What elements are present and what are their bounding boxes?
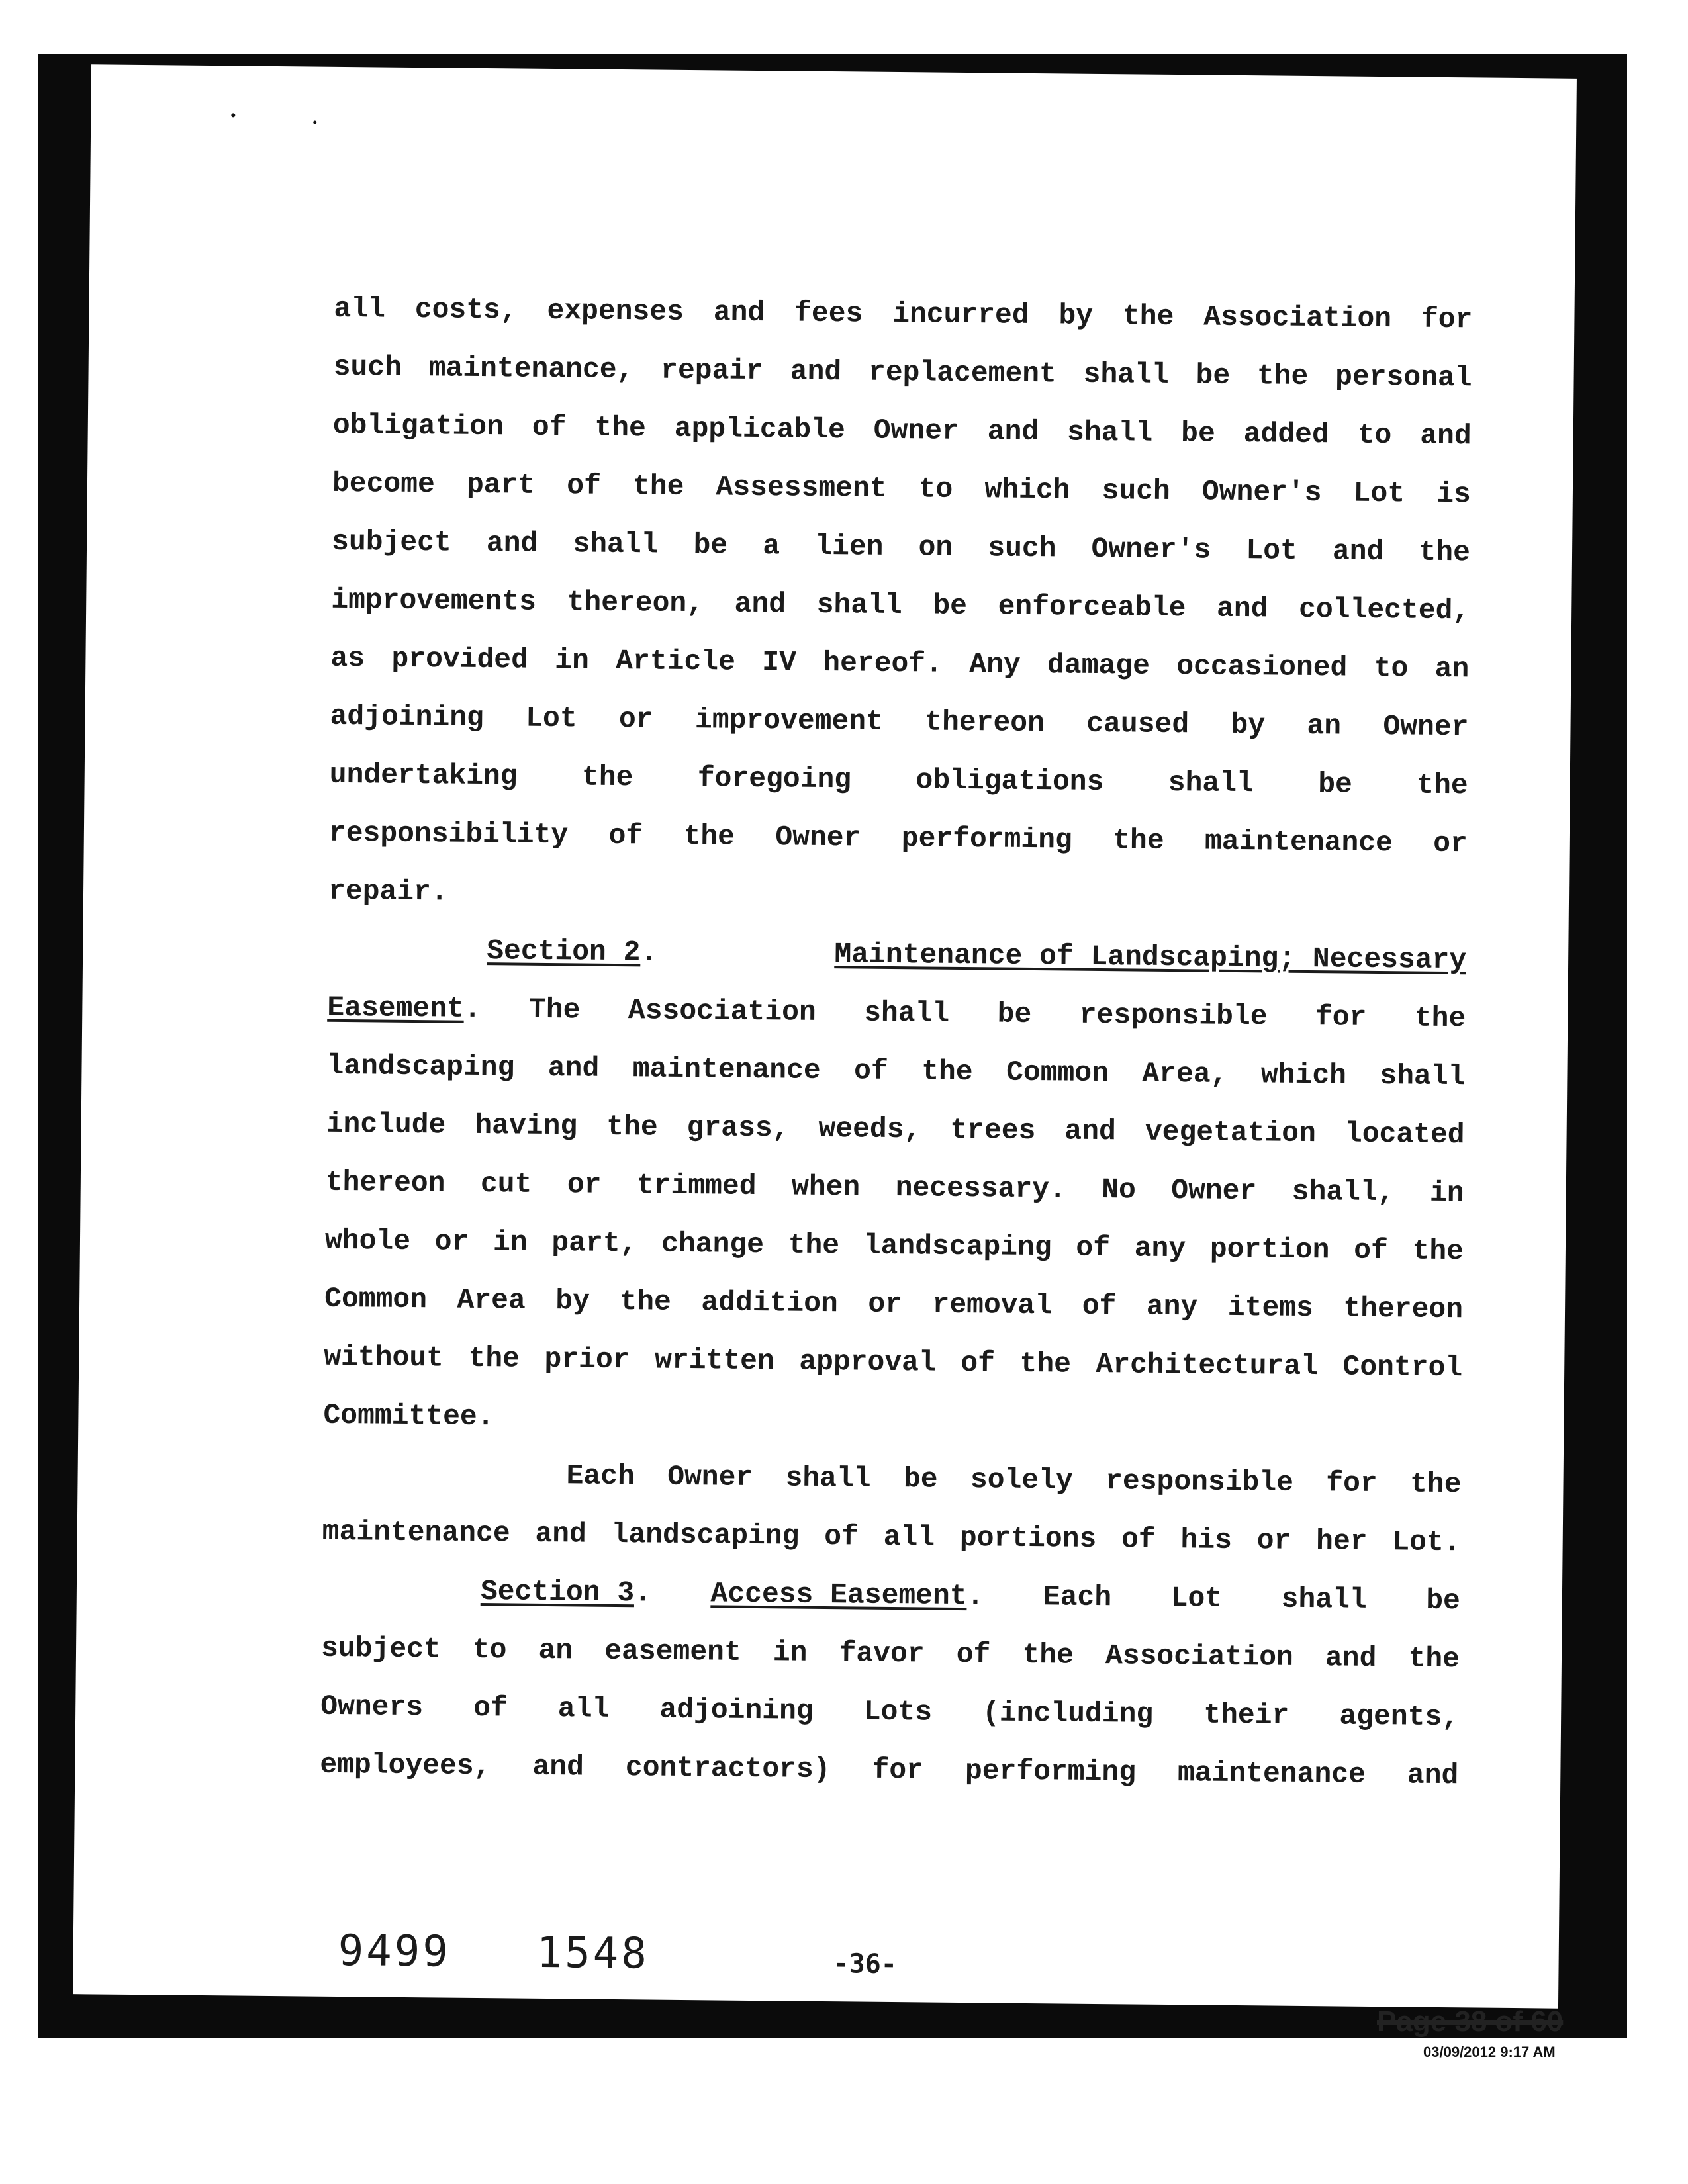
section-2-title: Maintenance of Landscaping; Necessary: [834, 938, 1467, 977]
text-line: responsibility of the Owner performing the maintenance or: [328, 816, 1468, 860]
timestamp-stamp: 03/09/2012 9:17 AM: [1423, 2044, 1556, 2060]
text-line: maintenance and landscaping of all portions of his or her Lot.: [322, 1515, 1461, 1559]
text-line: include having the grass, weeds, trees and vegetation located: [326, 1107, 1465, 1152]
text-line: subject to an easement in favor of the Association and the: [320, 1631, 1460, 1676]
text-line: Easement. The Association shall be responsible for the: [327, 991, 1466, 1035]
page-of-stamp: Page 38 of 60: [1377, 2005, 1564, 2038]
section-heading-line: Section 3. Access Easement. Each Lot shall be: [480, 1575, 1461, 1617]
section-2-label: Section 2: [486, 934, 641, 969]
scan-speck: [231, 113, 235, 117]
section-2-title-continued: Easement: [327, 991, 465, 1025]
text-line: such maintenance, repair and replacement shall be the personal: [333, 350, 1472, 394]
section-3-label: Section 3: [480, 1575, 635, 1610]
scan-speck: [313, 121, 316, 124]
text-line: without the prior written approval of the Architectural Control: [324, 1340, 1463, 1385]
text-line: undertaking the foregoing obligations shall be the: [329, 758, 1468, 802]
text-line: repair.: [328, 874, 448, 909]
text-line: Common Area by the addition or removal of any items thereon: [324, 1282, 1464, 1326]
text-line: whole or in part, change the landscaping of any portion of the: [324, 1224, 1464, 1268]
text-line: Owners of all adjoining Lots (including their agents,: [320, 1690, 1460, 1734]
scanned-page-frame: [38, 54, 1627, 2038]
document-page: [73, 64, 1577, 2008]
text-line: landscaping and maintenance of the Common Area, which shall: [326, 1049, 1466, 1093]
text-line: all costs, expenses and fees incurred by the Association for: [334, 292, 1473, 336]
page-reference: 1548: [536, 1928, 650, 1979]
text-line: improvements thereon, and shall be enforceable and collected,: [331, 583, 1470, 627]
text-line: subject and shall be a lien on such Owner's Lot and the: [331, 525, 1471, 569]
text-line: as provided in Article IV hereof. Any damage occasioned to an: [330, 641, 1470, 686]
text-line: adjoining Lot or improvement thereon caused by an Owner: [330, 700, 1469, 744]
section-3-title: Access Easement: [710, 1577, 967, 1613]
text-line: employees, and contractors) for performing maintenance and: [320, 1748, 1459, 1792]
document-body: [320, 280, 1473, 1805]
text-line: thereon cut or trimmed when necessary. No Owner shall, in: [325, 1165, 1464, 1210]
page-number: -36-: [833, 1948, 898, 1980]
text-line: obligation of the applicable Owner and shall be added to and: [332, 408, 1472, 453]
section-heading-line: Section 2. Maintenance of Landscaping; Necessary: [328, 921, 1467, 990]
book-number: 9499: [338, 1927, 451, 1977]
text-line: Each Owner shall be solely responsible for the: [566, 1459, 1462, 1501]
text-line: Committee.: [323, 1398, 494, 1433]
text-line: become part of the Assessment to which such Owner's Lot is: [332, 467, 1472, 511]
